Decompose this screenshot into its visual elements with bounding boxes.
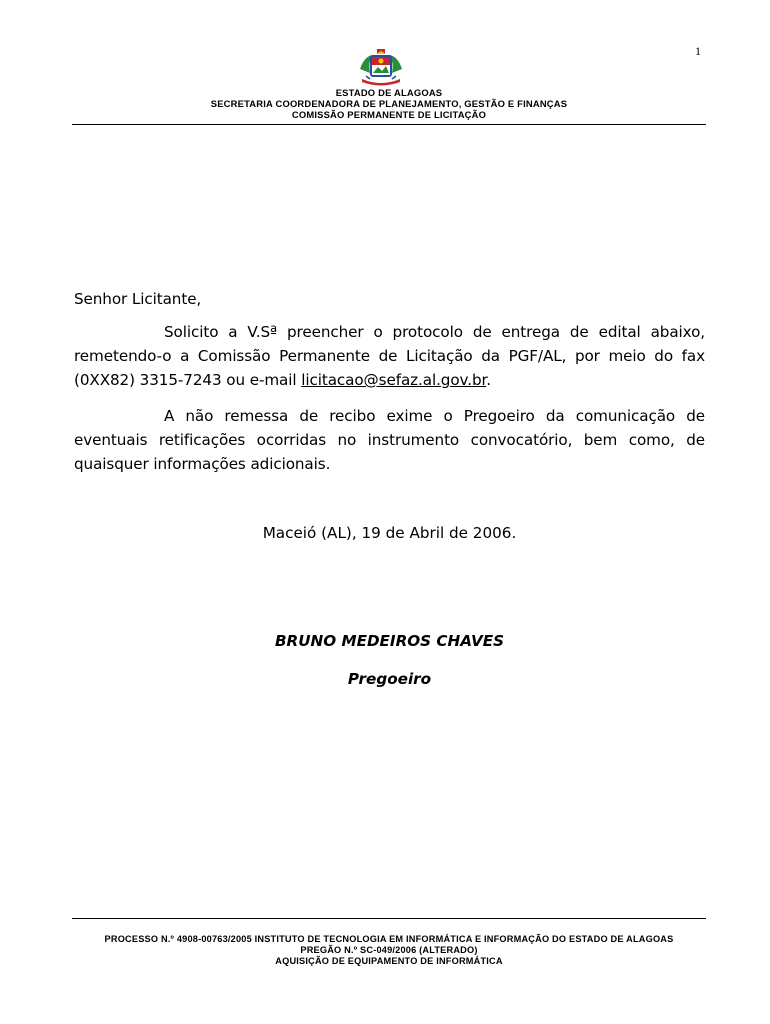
- paragraph-request-end: .: [486, 371, 491, 389]
- letterhead-commission: COMISSÃO PERMANENTE DE LICITAÇÃO: [291, 109, 487, 120]
- footer-process: PROCESSO N.º 4908-00763/2005 INSTITUTO DE TECNOLOGIA EM INFORMÁTICA E INFORMAÇÃO DO ESTADO DE ALAGOAS: [104, 934, 674, 944]
- email-link[interactable]: licitacao@sefaz.al.gov.br: [301, 371, 487, 389]
- signer-role: Pregoeiro: [347, 670, 432, 688]
- footer: [72, 934, 706, 967]
- paragraph-request: [74, 320, 705, 392]
- paragraph-notice: A não remessa de recibo exime o Pregoeiro da comunicação de eventuais retificações ocorridas no instrumento convocatório, bem como, de quaisquer informações adicionais.: [74, 407, 705, 473]
- footer-auction: PREGÃO N.º SC-049/2006 (ALTERADO): [300, 945, 478, 955]
- letterhead-state: ESTADO DE ALAGOAS: [335, 87, 443, 98]
- letterhead-secretariat: SECRETARIA COORDENADORA DE PLANEJAMENTO, GESTÃO E FINANÇAS: [210, 98, 568, 109]
- salutation: Senhor Licitante,: [74, 290, 202, 308]
- state-coat-of-arms-icon: [358, 49, 404, 87]
- page-number: 1: [695, 44, 701, 58]
- header-divider: [72, 124, 706, 125]
- date-line: Maceió (AL), 19 de Abril de 2006.: [262, 524, 517, 542]
- footer-subject: AQUISIÇÃO DE EQUIPAMENTO DE INFORMÁTICA: [275, 956, 503, 966]
- signer-name: BRUNO MEDEIROS CHAVES: [274, 632, 505, 650]
- footer-divider: [72, 918, 706, 919]
- paragraph-request-text: Solicito a V.Sª preencher o protocolo de entrega de edital abaixo, remetendo-o a Comissão Permanente de Licitação da PGF/AL, por meio do fax (0XX82) 3315-7243 ou e-mail: [74, 323, 705, 389]
- letterhead: [72, 87, 706, 120]
